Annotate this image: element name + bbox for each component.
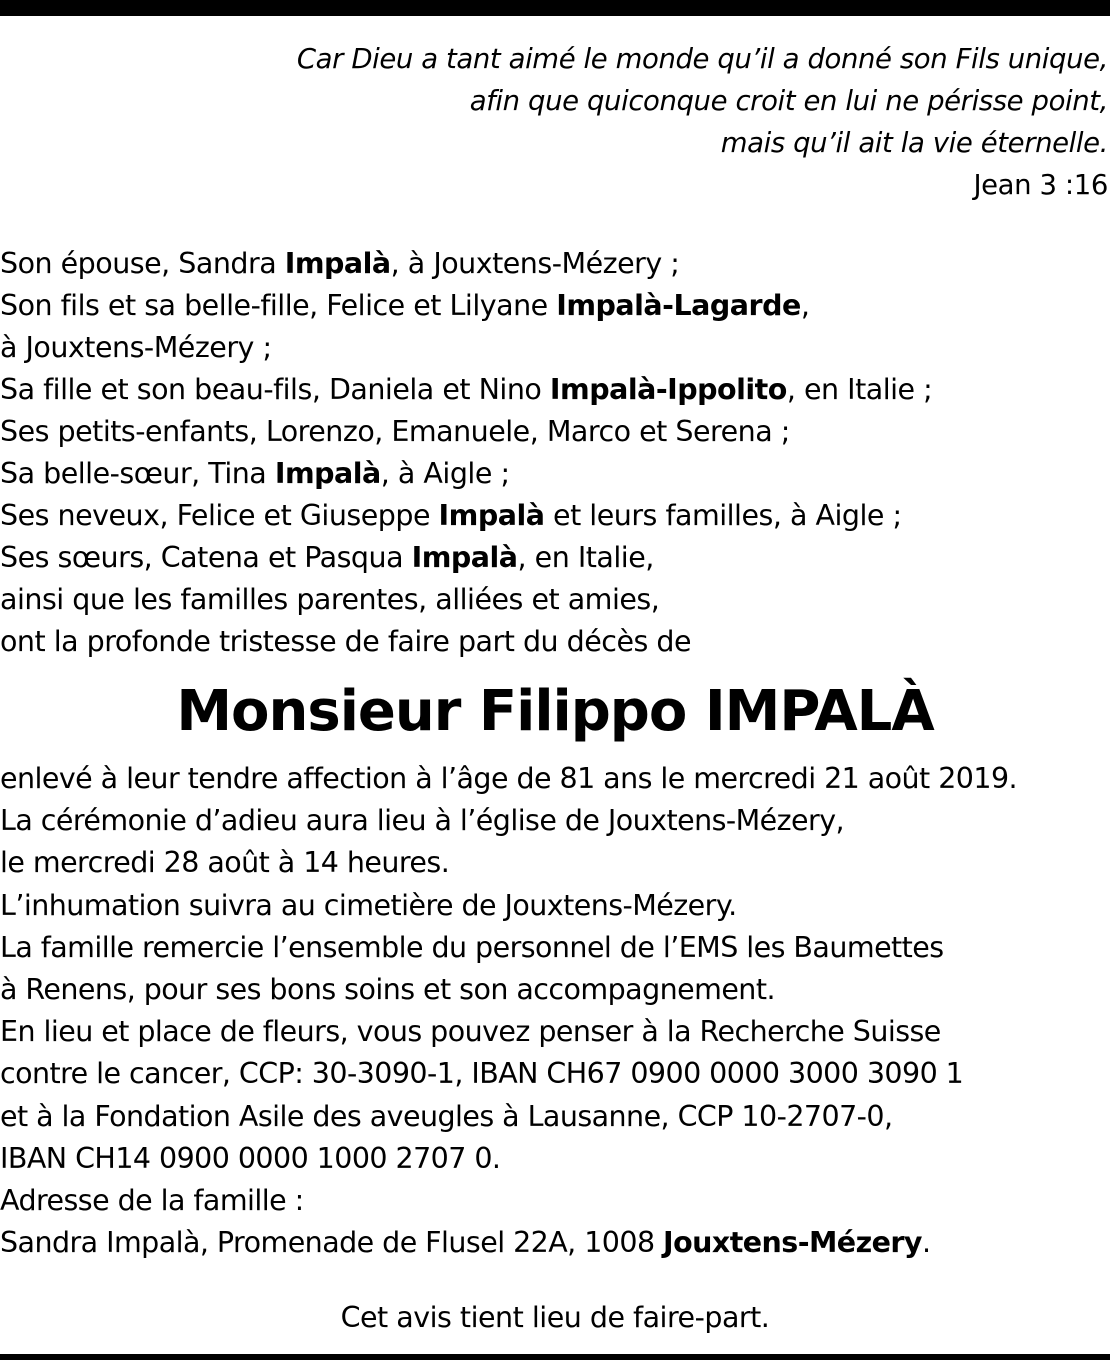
- detail-line: La famille remercie l’ensemble du personnel de l’EMS les Baumettes: [0, 930, 944, 964]
- family-line: à Jouxtens-Mézery ;: [0, 331, 272, 364]
- quote-line: Car Dieu a tant aimé le monde qu’il a donné son Fils unique,: [296, 43, 1108, 75]
- detail-line: IBAN CH14 0900 0000 1000 2707 0.: [0, 1141, 501, 1175]
- detail-line: L’inhumation suivra au cimetière de Jouxtens-Mézery.: [0, 888, 737, 922]
- family-line: Sa fille et son beau-fils, Daniela et Nino Impalà-Ippolito, en Italie ;: [0, 373, 933, 406]
- closing-note: Cet avis tient lieu de faire-part.: [340, 1301, 770, 1334]
- detail-line: enlevé à leur tendre affection à l’âge de 81 ans le mercredi 21 août 2019.: [0, 762, 1018, 795]
- family-line: Sa belle-sœur, Tina Impalà, à Aigle ;: [0, 457, 510, 490]
- bible-quote: [108, 38, 1108, 206]
- detail-line: contre le cancer, CCP: 30-3090-1, IBAN CH67 0900 0000 3000 3090 1: [0, 1057, 964, 1091]
- family-line: Ses neveux, Felice et Giuseppe Impalà et leurs familles, à Aigle ;: [0, 499, 902, 532]
- quote-line: afin que quiconque croit en lui ne périsse point,: [469, 85, 1108, 117]
- bottom-rule: [0, 1354, 1110, 1360]
- detail-line: La cérémonie d’adieu aura lieu à l’église de Jouxtens-Mézery,: [0, 804, 845, 838]
- detail-line: Adresse de la famille :: [0, 1184, 304, 1218]
- family-line: Ses petits-enfants, Lorenzo, Emanuele, Marco et Serena ;: [0, 415, 790, 448]
- family-address: Sandra Impalà, Promenade de Flusel 22A, 1008 Jouxtens-Mézery.: [0, 1226, 931, 1260]
- detail-line: le mercredi 28 août à 14 heures.: [0, 846, 450, 880]
- family-line: Son fils et sa belle-fille, Felice et Lilyane Impalà-Lagarde,: [0, 289, 810, 322]
- deceased-name: Monsieur Filippo IMPALÀ: [176, 679, 934, 744]
- ceremony-details: [0, 758, 1110, 1264]
- family-line: ainsi que les familles parentes, alliées et amies,: [0, 583, 660, 616]
- quote-reference: Jean 3 :16: [973, 169, 1108, 201]
- detail-line: à Renens, pour ses bons soins et son accompagnement.: [0, 973, 775, 1007]
- family-list: [0, 243, 1110, 663]
- family-line: ont la profonde tristesse de faire part du décès de: [0, 625, 692, 658]
- quote-line: mais qu’il ait la vie éternelle.: [720, 127, 1108, 159]
- family-line: Son épouse, Sandra Impalà, à Jouxtens-Mézery ;: [0, 247, 680, 280]
- detail-line: En lieu et place de fleurs, vous pouvez penser à la Recherche Suisse: [0, 1015, 941, 1049]
- top-rule: [0, 0, 1110, 16]
- family-line: Ses sœurs, Catena et Pasqua Impalà, en Italie,: [0, 541, 654, 574]
- detail-line: et à la Fondation Asile des aveugles à Lausanne, CCP 10-2707-0,: [0, 1099, 893, 1133]
